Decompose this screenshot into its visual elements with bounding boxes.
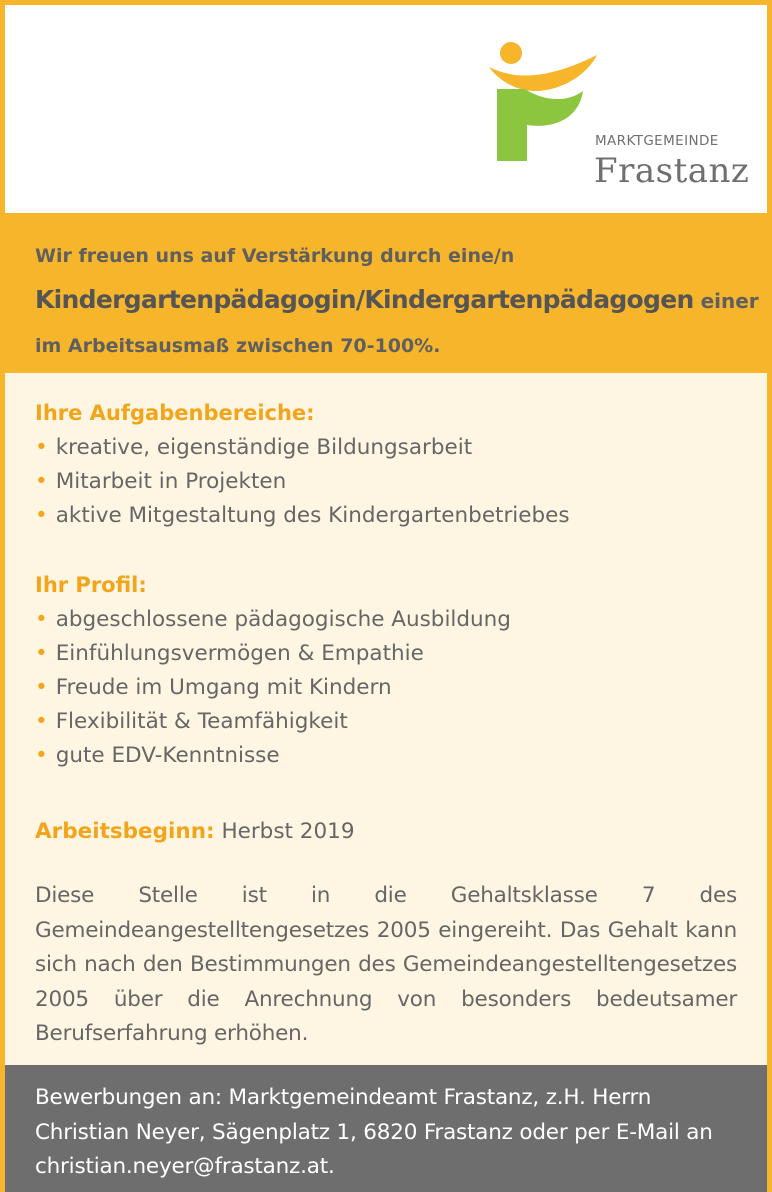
application-footer — [5, 1065, 767, 1192]
list-item: • Freude im Umgang mit Kindern — [35, 675, 392, 700]
header-intro: Wir freuen uns auf Verstärkung durch eine/n — [35, 245, 515, 267]
profile-title: Ihr Profil: — [35, 573, 147, 597]
logo-area — [5, 5, 767, 213]
bullet-icon: • — [35, 607, 48, 632]
bullet-icon: • — [35, 469, 48, 494]
position-title: Kindergartenpädagogin/Kindergartenpädagogen — [35, 285, 694, 314]
position-suffix: einer — [700, 289, 759, 313]
content-area — [5, 373, 767, 1065]
start-label: Arbeitsbeginn: — [35, 819, 215, 844]
logo-name: Frastanz — [594, 151, 750, 191]
list-item: • gute EDV-Kenntnisse — [35, 743, 280, 768]
bullet-icon: • — [35, 675, 48, 700]
list-item: • abgeschlossene pädagogische Ausbildung — [35, 607, 511, 632]
tasks-list — [35, 431, 570, 533]
bullet-icon: • — [35, 641, 48, 666]
header-band — [5, 213, 767, 373]
bullet-icon: • — [35, 743, 48, 768]
application-contact: Bewerbungen an: Marktgemeindeamt Frastanz, z.H. Herrn Christian Neyer, Sägenplatz 1, 6820 Frastanz oder per E-Mail an christian.neyer@frastanz.at. — [35, 1085, 713, 1179]
list-item: • aktive Mitgestaltung des Kindergartenbetriebes — [35, 503, 570, 528]
tasks-title: Ihre Aufgabenbereiche: — [35, 401, 315, 425]
bullet-icon: • — [35, 435, 48, 460]
salary-paragraph: Diese Stelle ist in die Gehaltsklasse 7 des Gemeindeangestelltengesetzes 2005 eingereiht. Das Gehalt kann sich nach den Bestimmungen des Gemeindeangestelltengesetzes 2005 über die Anrechnung von besonders bedeutsamer Berufserfahrung erhöhen. — [35, 883, 737, 1046]
profile-list — [35, 603, 511, 773]
logo-subtitle: MARKTGEMEINDE — [595, 133, 719, 149]
list-item: • Mitarbeit in Projekten — [35, 469, 287, 494]
bullet-icon: • — [35, 503, 48, 528]
header-workload: im Arbeitsausmaß zwischen 70-100%. — [35, 335, 441, 357]
header-position-line — [35, 285, 759, 314]
frastanz-logo-icon — [483, 29, 603, 169]
list-item: • Einfühlungsvermögen & Empathie — [35, 641, 424, 666]
bullet-icon: • — [35, 709, 48, 734]
start-value: Herbst 2019 — [221, 819, 355, 844]
list-item: • kreative, eigenständige Bildungsarbeit — [35, 435, 473, 460]
start-date — [35, 819, 355, 844]
list-item: • Flexibilität & Teamfähigkeit — [35, 709, 348, 734]
